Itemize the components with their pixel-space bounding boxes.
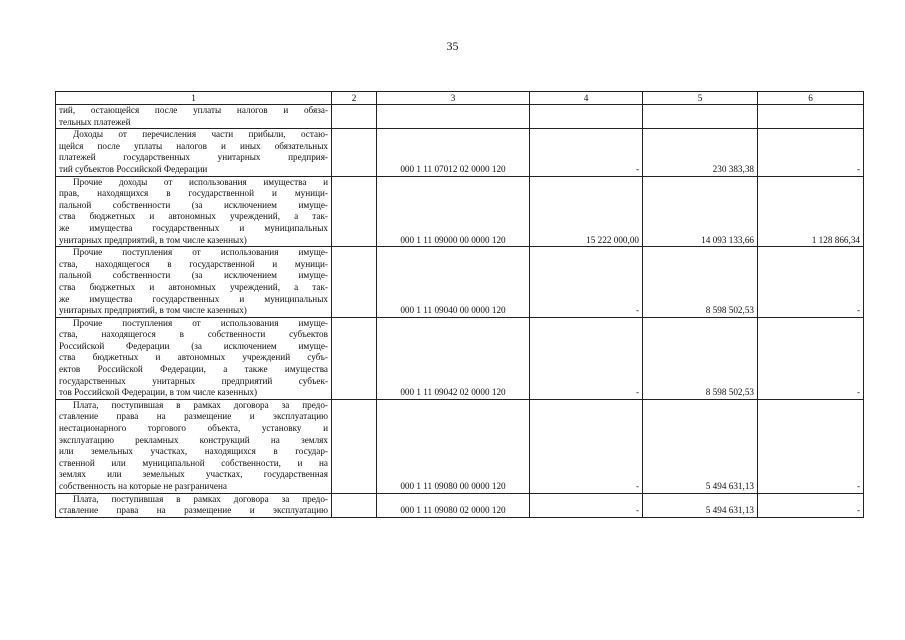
row-executed-amount xyxy=(643,105,758,129)
description-line: ства бюджетных и автономных учреждений, а так- xyxy=(59,211,328,222)
row-executed-amount: 8 598 502,53 xyxy=(643,317,758,399)
description-line: ственной или муниципальной собственности, и на xyxy=(59,457,328,468)
row-col2-cell xyxy=(332,176,377,247)
description-line: платежей государственных унитарных предприя- xyxy=(59,152,328,163)
description-line: унитарных предприятий, в том числе казенных) xyxy=(59,234,247,245)
row-unexecuted-amount: - xyxy=(758,493,864,517)
row-description xyxy=(56,129,332,176)
row-col2-cell xyxy=(332,493,377,517)
table-row xyxy=(56,317,864,399)
row-budget-code: 000 1 11 09040 00 0000 120 xyxy=(377,247,530,318)
row-executed-amount: 230 383,38 xyxy=(643,129,758,176)
row-col2-cell xyxy=(332,105,377,129)
description-line: пальной собственности (за исключением имуще- xyxy=(59,270,328,281)
description-line: собственность на которые не разграничена xyxy=(59,481,227,491)
row-approved-amount: - xyxy=(530,317,643,399)
header-cell-1: 1 xyxy=(56,92,332,105)
row-description xyxy=(56,399,332,493)
row-col2-cell xyxy=(332,317,377,399)
description-line: тий субъектов Российской Федерации xyxy=(59,163,208,174)
row-approved-amount: - xyxy=(530,129,643,176)
row-description xyxy=(56,105,332,129)
row-unexecuted-amount: 1 128 866,34 xyxy=(758,176,864,247)
row-description xyxy=(56,247,332,318)
description-line: же имущества государственных и муниципальных xyxy=(59,222,328,233)
row-executed-amount: 5 494 631,13 xyxy=(643,399,758,493)
row-description xyxy=(56,176,332,247)
description-line: тий, остающейся после уплаты налогов и обяза- xyxy=(59,105,328,115)
description-line: тельных платежей xyxy=(59,116,131,127)
description-line: ставление права на размещение и эксплуатацию xyxy=(59,411,328,422)
row-unexecuted-amount: - xyxy=(758,399,864,493)
row-budget-code: 000 1 11 09000 00 0000 120 xyxy=(377,176,530,247)
table-row xyxy=(56,247,864,318)
row-approved-amount: - xyxy=(530,399,643,493)
header-cell-5: 5 xyxy=(643,92,758,105)
row-description xyxy=(56,317,332,399)
description-line: пальной собственности (за исключением имуще- xyxy=(59,199,328,210)
header-cell-6: 6 xyxy=(758,92,864,105)
description-line: ства бюджетных и автономных учреждений, а так- xyxy=(59,281,328,292)
row-description xyxy=(56,493,332,517)
row-executed-amount: 14 093 133,66 xyxy=(643,176,758,247)
row-budget-code: 000 1 11 09080 00 0000 120 xyxy=(377,399,530,493)
description-line: Плата, поступившая в рамках договора за предо- xyxy=(73,493,328,504)
row-approved-amount: - xyxy=(530,247,643,318)
table-row xyxy=(56,493,864,517)
row-approved-amount xyxy=(530,105,643,129)
description-line: Прочие поступления от использования имуще- xyxy=(73,317,328,328)
row-budget-code: 000 1 11 09080 02 0000 120 xyxy=(377,493,530,517)
description-line: унитарных предприятий, в том числе казенных) xyxy=(59,305,247,316)
row-unexecuted-amount xyxy=(758,105,864,129)
description-line: ставление права на размещение и эксплуатацию xyxy=(59,505,328,516)
description-line: ектов Российской Федерации, а также имущества xyxy=(59,364,328,375)
header-cell-3: 3 xyxy=(377,92,530,105)
description-line: эксплуатацию рекламных конструкций на землях xyxy=(59,434,328,445)
table-row xyxy=(56,129,864,176)
description-line: нестационарного торгового объекта, установку и xyxy=(59,423,328,434)
row-approved-amount: 15 222 000,00 xyxy=(530,176,643,247)
row-col2-cell xyxy=(332,399,377,493)
row-budget-code: 000 1 11 07012 02 0000 120 xyxy=(377,129,530,176)
description-line: ства бюджетных и автономных учреждений субъ- xyxy=(59,352,328,363)
description-line: Плата, поступившая в рамках договора за предо- xyxy=(73,399,328,410)
row-approved-amount: - xyxy=(530,493,643,517)
row-unexecuted-amount: - xyxy=(758,129,864,176)
description-line: Доходы от перечисления части прибыли, остаю- xyxy=(73,129,328,140)
page-number: 35 xyxy=(446,39,459,53)
description-line: тов Российской Федерации, в том числе казенных) xyxy=(59,387,258,398)
budget-table xyxy=(55,91,864,518)
row-executed-amount: 8 598 502,53 xyxy=(643,247,758,318)
description-line: же имущества государственных и муниципальных xyxy=(59,293,328,304)
row-unexecuted-amount: - xyxy=(758,247,864,318)
description-line: государственных унитарных предприятий субъек- xyxy=(59,375,328,386)
description-line: ства, находящегося в собственности субъектов xyxy=(59,329,328,340)
header-cell-4: 4 xyxy=(530,92,643,105)
table-row xyxy=(56,176,864,247)
row-unexecuted-amount: - xyxy=(758,317,864,399)
row-executed-amount: 5 494 631,13 xyxy=(643,493,758,517)
row-col2-cell xyxy=(332,247,377,318)
row-budget-code xyxy=(377,105,530,129)
description-line: землях или земельных участках, государственная xyxy=(59,469,328,480)
table-row xyxy=(56,105,864,129)
row-col2-cell xyxy=(332,129,377,176)
table-row xyxy=(56,399,864,493)
description-line: Прочие поступления от использования имуще- xyxy=(73,247,328,258)
description-line: Прочие доходы от использования имущества и xyxy=(73,176,328,187)
description-line: щейся после уплаты налогов и иных обязательных xyxy=(59,140,328,151)
description-line: ства, находящегося в государственной и муници- xyxy=(59,258,328,269)
row-budget-code: 000 1 11 09042 02 0000 120 xyxy=(377,317,530,399)
header-cell-2: 2 xyxy=(332,92,377,105)
description-line: Российской Федерации (за исключением имуще- xyxy=(59,340,328,351)
description-line: или земельных участках, находящихся в государ- xyxy=(59,446,328,457)
table-header-row xyxy=(56,92,864,105)
description-line: прав, находящихся в государственной и муници- xyxy=(59,188,328,199)
